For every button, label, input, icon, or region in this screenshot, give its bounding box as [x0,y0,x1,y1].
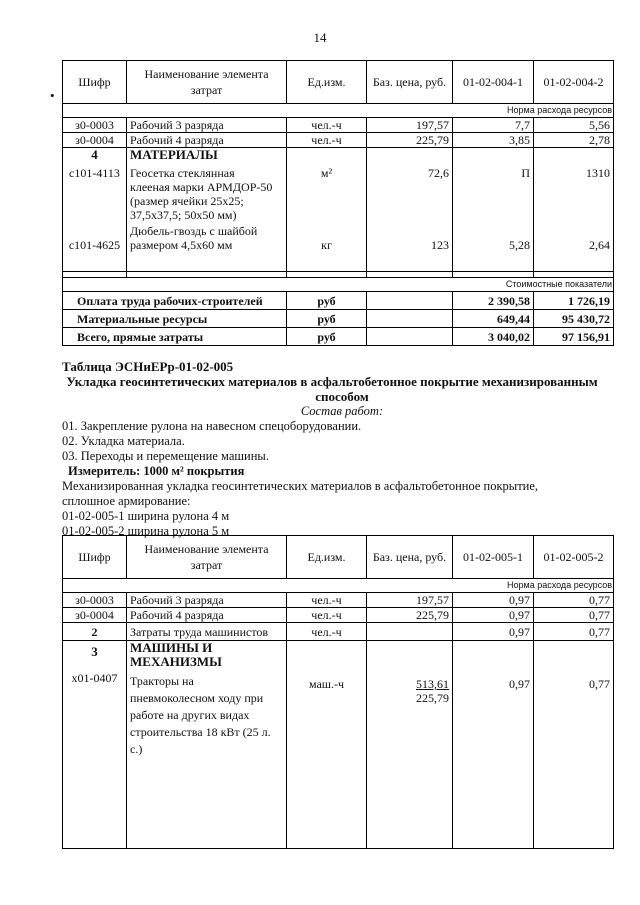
total-v2: 1 726,19 [534,292,614,310]
material-price: 123 [431,238,449,252]
norm-label: Норма расхода ресурсов [63,579,614,593]
machines-block [63,641,614,849]
header-unit: Ед.изм. [287,536,367,579]
row-code: 2 [63,623,127,641]
page-number: 14 [313,30,327,45]
table-subtitle-line1: Укладка геосинтетических материалов в асфальтобетонное покрытие механизированным [66,374,598,389]
header-price: Баз. цена, руб. [367,536,453,579]
work-step: 02. Укладка материала. [62,434,185,448]
row-v1: 0,97 [453,593,534,608]
machine-name-line: Тракторы на [130,674,194,688]
material-v2: 2,64 [589,238,610,252]
measure-line: Измеритель: 1000 м² покрытия [68,464,245,478]
material-unit: кг [321,238,332,252]
row-unit: чел.-ч [287,118,367,133]
row-price: 197,57 [367,593,453,608]
section-title-line: МАШИНЫ И [130,640,213,655]
norm-label: Норма расхода ресурсов [63,104,614,118]
row-unit: чел.-ч [287,593,367,608]
header-col1: 01-02-005-1 [453,536,534,579]
material-code: с101-4625 [68,238,121,252]
material-price: 72,6 [428,166,449,180]
table-row [63,118,614,133]
header-col2: 01-02-004-2 [534,61,614,104]
materials-block [63,148,614,272]
machine-unit: маш.-ч [308,677,345,691]
machine-name-line: строительства 18 кВт (25 л. [130,725,271,739]
row-v2: 0,77 [534,623,614,641]
norm-row [63,579,614,593]
machine-v2: 0,77 [589,677,610,691]
total-name: Оплата труда рабочих-строителей [63,292,287,310]
material-name-line: 37,5х37,5; 50х50 мм) [130,208,237,222]
row-code: з0-0004 [63,133,127,148]
machine-v1: 0,97 [509,677,530,691]
row-v2: 2,78 [534,133,614,148]
machine-name-line: работе на других видах [130,708,250,722]
row-code: з0-0003 [63,593,127,608]
norm-row [63,104,614,118]
material-name-line: Геосетка стеклянная [130,166,235,180]
header-code: Шифр [63,61,127,104]
row-v2: 5,56 [534,118,614,133]
description-line1: Механизированная укладка геосинтетических материалов в асфальтобетонное покрытие, [62,479,539,493]
table-row [63,608,614,623]
row-v1: 0,97 [453,608,534,623]
row-price: 225,79 [367,608,453,623]
header-col2: 01-02-005-2 [534,536,614,579]
row-unit: чел.-ч [287,133,367,148]
header-name: Наименование элемента затрат [127,61,287,104]
margin-mark: • [50,88,55,103]
table-header-row [63,61,614,104]
material-name-line: размером 4,5х60 мм [130,238,233,252]
header-code: Шифр [63,536,127,579]
table-row [63,133,614,148]
header-col1: 01-02-004-1 [453,61,534,104]
machine-code: х01-0407 [71,671,118,685]
row-v1: 7,7 [453,118,534,133]
header-unit: Ед.изм. [287,61,367,104]
section-2-text [62,359,622,539]
variant-line: 01-02-005-2 ширина рулона 5 м [62,524,230,538]
machine-name-line: пневмоколесном ходу при [130,691,264,705]
row-unit: чел.-ч [287,623,367,641]
row-v2: 0,77 [534,608,614,623]
total-v1: 3 040,02 [453,328,534,346]
row-unit: чел.-ч [287,608,367,623]
section-number: 4 [91,147,98,162]
material-v1: 5,28 [509,238,530,252]
section-number: 3 [91,644,98,659]
total-row [63,292,614,310]
machine-name-line: с.) [130,742,143,756]
description-line2: сплошное армирование: [62,494,191,508]
total-name: Всего, прямые затраты [63,328,287,346]
total-row [63,328,614,346]
row-v1: 0,97 [453,623,534,641]
machine-price-1: 513,61 [416,677,449,691]
section-title: МАТЕРИАЛЫ [130,147,218,162]
row-price: 197,57 [367,118,453,133]
header-name: Наименование элемента затрат [127,536,287,579]
total-row [63,310,614,328]
material-name-line: Дюбель-гвоздь с шайбой [130,224,258,238]
table-title: Таблица ЭСНиЕРр-01-02-005 [62,359,234,374]
total-v1: 2 390,58 [453,292,534,310]
section-title-line: МЕХАНИЗМЫ [130,654,222,669]
row-v1: 3,85 [453,133,534,148]
table-header-row [63,536,614,579]
work-step: 03. Переходы и перемещение машины. [62,449,269,463]
row-name: Рабочий 3 разряда [127,593,287,608]
total-unit: руб [287,292,367,310]
material-v2: 1310 [586,166,610,180]
total-name: Материальные ресурсы [63,310,287,328]
variant-line: 01-02-005-1 ширина рулона 4 м [62,509,230,523]
row-name: Рабочий 4 разряда [127,133,287,148]
material-name-line: клееная марки АРМДОР-50 [130,180,273,194]
row-code: з0-0004 [63,608,127,623]
machine-price-2: 225,79 [416,691,449,705]
cost-label-row [63,278,614,292]
total-v2: 97 156,91 [534,328,614,346]
row-name: Затраты труда машинистов [127,623,287,641]
row-name: Рабочий 3 разряда [127,118,287,133]
table-row [63,593,614,608]
header-price: Баз. цена, руб. [367,61,453,104]
row-v2: 0,77 [534,593,614,608]
total-v2: 95 430,72 [534,310,614,328]
material-name-line: (размер ячейки 25х25; [130,194,244,208]
material-code: с101-4113 [69,166,120,180]
row-name: Рабочий 4 разряда [127,608,287,623]
total-unit: руб [287,310,367,328]
row-code: з0-0003 [63,118,127,133]
row-price: 225,79 [367,133,453,148]
row-price [367,623,453,641]
resource-table-01-02-004 [62,60,614,346]
composition-label: Состав работ: [300,404,384,418]
table-row [63,623,614,641]
material-v1: П [521,166,530,180]
resource-table-01-02-005 [62,535,614,849]
cost-label: Стоимостные показатели [63,278,614,292]
material-unit: м² [320,166,333,180]
table-subtitle-line2: способом [315,389,369,404]
total-v1: 649,44 [453,310,534,328]
total-unit: руб [287,328,367,346]
work-step: 01. Закрепление рулона на навесном спецоборудовании. [62,419,362,433]
